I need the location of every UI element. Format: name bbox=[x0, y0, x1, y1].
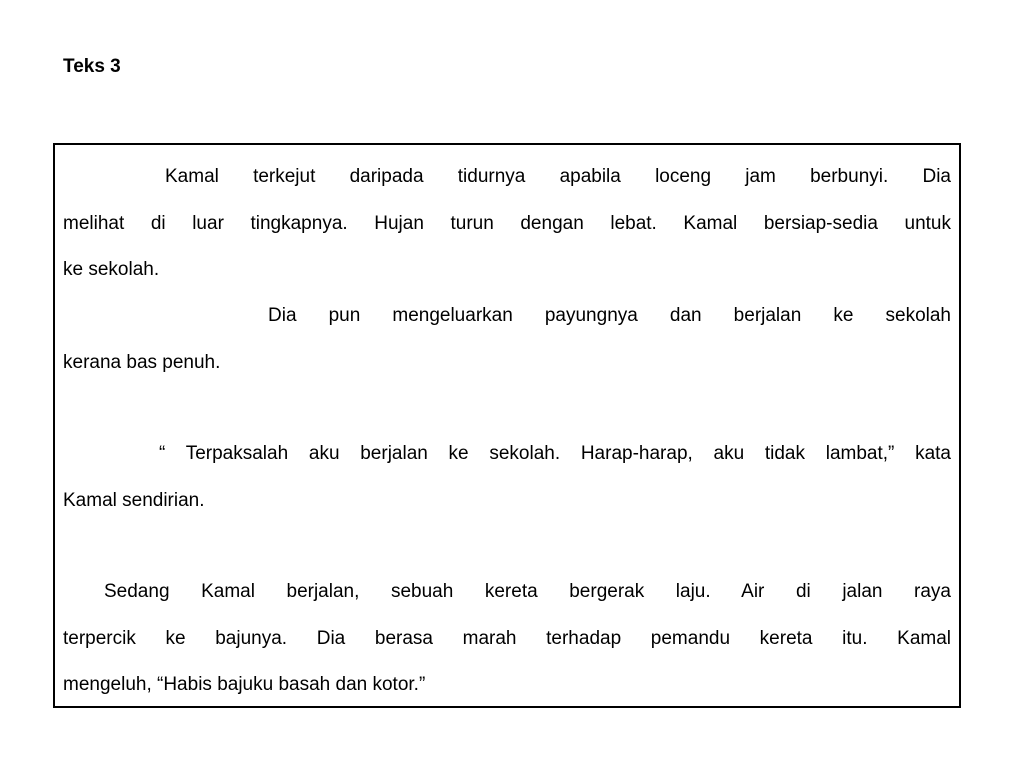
passage-line: Kamal terkejut daripada tidurnya apabila loceng jam berbunyi. Dia bbox=[165, 166, 951, 187]
passage-line: melihat di luar tingkapnya. Hujan turun dengan lebat. Kamal bersiap-sedia untuk bbox=[63, 213, 951, 234]
passage-line: “ Terpaksalah aku berjalan ke sekolah. Harap-harap, aku tidak lambat,” kata bbox=[159, 443, 951, 464]
passage-line: Sedang Kamal berjalan, sebuah kereta bergerak laju. Air di jalan raya bbox=[104, 581, 951, 602]
passage-line: kerana bas penuh. bbox=[63, 352, 221, 373]
passage-line: Dia pun mengeluarkan payungnya dan berjalan ke sekolah bbox=[268, 305, 951, 326]
passage-box bbox=[53, 143, 961, 708]
passage-line: terpercik ke bajunya. Dia berasa marah terhadap pemandu kereta itu. Kamal bbox=[63, 628, 951, 649]
passage-line: Kamal sendirian. bbox=[63, 490, 205, 511]
passage-line: ke sekolah. bbox=[63, 259, 160, 280]
passage-line: mengeluh, “Habis bajuku basah dan kotor.” bbox=[63, 674, 426, 695]
slide-title: Teks 3 bbox=[63, 56, 121, 77]
